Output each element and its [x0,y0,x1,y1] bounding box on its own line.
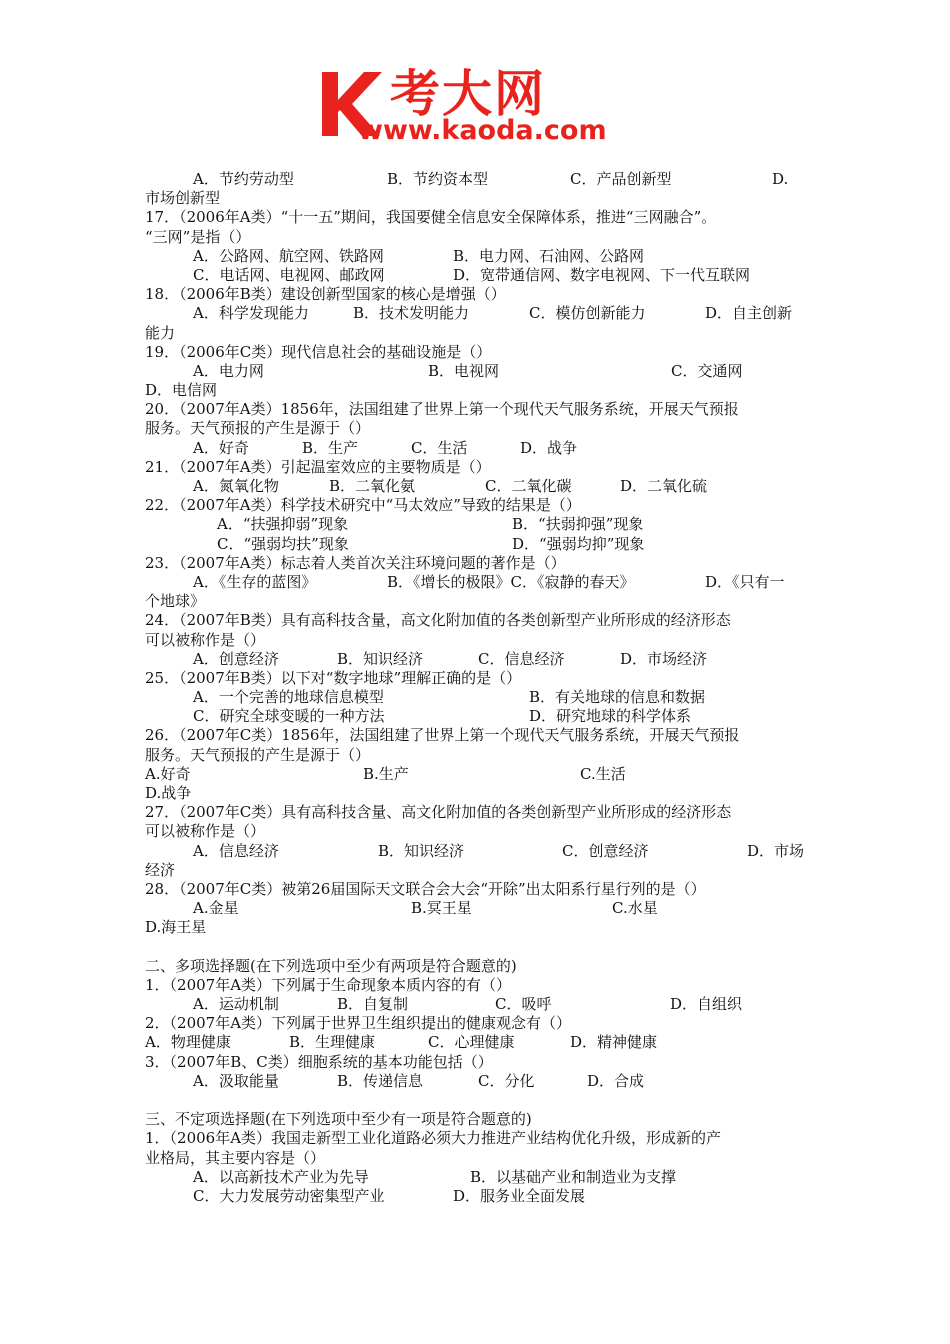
text-segment: 23．（2007年A类）标志着人类首次关注环境问题的著作是（） [145,553,566,572]
text-segment: D．市场 [747,841,805,860]
text-line [145,688,810,707]
text-segment: D．自组织 [670,995,743,1014]
text-segment: B．“扶弱抑强”现象 [512,515,644,534]
text-segment: D.战争 [145,784,192,802]
text-line [145,439,810,458]
text-segment: B．技术发明能力 [353,304,470,323]
text-segment: D．精神健康 [570,1033,658,1052]
text-segment: D. [772,170,789,188]
text-segment: B．生产 [302,438,359,457]
text-segment: C．吸呼 [495,995,552,1014]
text-line [145,419,810,438]
text-line [145,1110,810,1129]
text-segment: C.水星 [612,899,658,918]
text-segment: 个地球》 [145,592,206,611]
blank-line [145,938,810,957]
text-segment: A．汲取能量 [193,1071,279,1090]
text-line [145,1014,810,1033]
text-line [145,1149,810,1168]
text-segment: D．电信网 [145,381,218,400]
text-line [145,1129,810,1148]
text-segment: C．创意经济 [562,841,649,860]
text-line [145,669,810,688]
text-line [145,880,810,899]
text-line [145,381,810,400]
text-segment: 19．（2006年C类）现代信息社会的基础设施是（） [145,342,492,361]
text-segment: C．交通网 [671,361,743,380]
text-line [145,918,810,937]
text-segment: D．《只有一 [705,572,785,591]
brand-url: www.kaoda.com [358,115,607,146]
text-segment: B．电力网、石油网、公路网 [453,246,645,265]
text-segment: 经济 [145,860,176,879]
text-segment: 服务。天气预报的产生是源于（） [145,419,371,438]
text-line [145,995,810,1014]
text-segment: 28．（2007年C类）被第26届国际天文联合会大会“开除”出太阳系行星行列的是（） [145,879,706,898]
text-segment: 1．（2007年A类）下列属于生命现象本质内容的有（） [145,975,512,994]
text-segment: D．二氧化硫 [620,477,708,495]
text-line [145,324,810,343]
text-line [145,285,810,304]
text-segment: B．传递信息 [337,1071,424,1090]
text-line [145,304,810,323]
text-segment: 业格局，其主要内容是（） [145,1148,326,1167]
text-segment: C．信息经济 [478,649,565,668]
text-segment: B．生理健康 [289,1033,376,1052]
text-segment: 市场创新型 [145,189,221,208]
text-segment: A．一个完善的地球信息模型 [193,688,384,707]
text-segment: A．电力网 [193,361,264,380]
text-segment: 21．（2007年A类）引起温室效应的主要物质是（） [145,457,491,476]
text-line [145,266,810,285]
text-line [145,611,810,630]
text-segment: A．物理健康 [145,1033,231,1052]
text-segment: 22．（2007年A类）科学技术研究中“马太效应”导致的结果是（） [145,496,581,515]
blank-line [145,1091,810,1110]
text-segment: C．产品创新型 [570,170,672,188]
text-line [145,400,810,419]
text-segment: A．“扶强抑弱”现象 [217,515,349,534]
text-line [145,650,810,669]
text-segment: 27．（2007年C类）具有高科技含量、高文化附加值的各类创新型产业所形成的经济形态 [145,803,732,822]
text-line [145,957,810,976]
text-line [145,362,810,381]
text-segment: D．服务业全面发展 [453,1186,586,1205]
text-segment: B．有关地球的信息和数据 [529,688,706,707]
text-segment: C.生活 [580,764,626,783]
text-line [145,746,810,765]
text-line [145,170,810,189]
text-segment: B．自复制 [337,995,409,1014]
text-segment: B．二氧化氨 [329,477,416,495]
text-segment: A.金星 [193,899,239,918]
text-segment: “三网”是指（） [145,227,251,246]
text-line [145,1072,810,1091]
text-segment: C．“强弱均扶”现象 [217,534,349,553]
text-segment: B．以基础产业和制造业为支撑 [470,1167,677,1186]
text-segment: D.海王星 [145,918,207,937]
text-segment: A．节约劳动型 [193,170,294,188]
text-segment: D．“强弱均抑”现象 [512,534,645,553]
text-line [145,535,810,554]
text-line [145,861,810,880]
text-segment: A．氮氧化物 [193,477,279,495]
text-segment: 3．（2007年B、C类）细胞系统的基本功能包括（） [145,1052,493,1071]
text-line [145,1033,810,1052]
text-line [145,228,810,247]
text-line [145,208,810,227]
text-line [145,842,810,861]
text-segment: 24．（2007年B类）具有高科技含量，高文化附加值的各类创新型产业所形成的经济形态 [145,611,731,630]
text-segment: 17．（2006年A类）“十一五”期间，我国要健全信息安全保障体系，推进“三网融合”。 [145,208,717,227]
text-line [145,496,810,515]
text-line [145,726,810,745]
text-segment: C．分化 [478,1071,535,1090]
text-line [145,189,810,208]
text-segment: 25．（2007年B类）以下对“数字地球”理解正确的是（） [145,668,522,687]
exam-content [145,170,810,1206]
text-segment: 可以被称作是（） [145,822,266,841]
text-segment: A．公路网、航空网、铁路网 [193,246,384,265]
text-line [145,765,810,784]
text-line [145,515,810,534]
text-segment: A．好奇 [193,438,249,457]
text-line [145,458,810,477]
text-line [145,573,810,592]
text-segment: D．自主创新 [705,304,793,323]
text-segment: 26．（2007年C类）1856年，法国组建了世界上第一个现代天气服务系统，开展天气预报 [145,726,740,745]
text-segment: A．《生存的蓝图》 [193,572,317,591]
text-segment: B．电视网 [428,361,500,380]
text-line [145,247,810,266]
text-segment: A．以高新技术产业为先导 [193,1167,369,1186]
text-line [145,707,810,726]
text-line [145,1053,810,1072]
text-segment: 服务。天气预报的产生是源于（） [145,745,371,764]
text-segment: 18．（2006年B类）建设创新型国家的核心是增强（） [145,285,506,304]
text-segment: C．电话网、电视网、邮政网 [193,265,385,284]
text-segment: A.好奇 [145,764,191,783]
text-segment: 能力 [145,323,176,342]
text-segment: 二、多项选择题(在下列选项中至少有两项是符合题意的) [145,956,517,975]
text-segment: D．宽带通信网、数字电视网、下一代互联网 [453,265,751,284]
text-segment: C．模仿创新能力 [529,304,646,323]
text-segment: D．战争 [520,438,578,457]
text-line [145,343,810,362]
text-segment: B．知识经济 [337,649,424,668]
text-segment: B．节约资本型 [387,170,489,188]
text-line [145,784,810,803]
text-line [145,631,810,650]
kaoda-logo [318,66,638,146]
text-segment: B．知识经济 [378,841,465,860]
text-line [145,976,810,995]
text-segment: 可以被称作是（） [145,630,266,649]
text-line [145,592,810,611]
text-segment: A．运动机制 [193,995,279,1014]
text-segment: B．《增长的极限》C．《寂静的春天》 [387,572,635,591]
text-line [145,1187,810,1206]
text-segment: 20．（2007年A类）1856年，法国组建了世界上第一个现代天气服务系统，开展天气预报 [145,400,739,419]
text-line [145,803,810,822]
text-segment: A．科学发现能力 [193,304,309,323]
text-segment: A．创意经济 [193,649,279,668]
text-segment: 1．（2006年A类）我国走新型工业化道路必须大力推进产业结构优化升级，形成新的产 [145,1129,722,1148]
text-segment: B.生产 [363,764,409,783]
brand-name: 考大网 [390,65,546,123]
text-line [145,554,810,573]
text-line [145,477,810,496]
text-segment: D．研究地球的科学体系 [529,707,692,726]
text-segment: A．信息经济 [193,841,279,860]
text-segment: D．市场经济 [620,649,708,668]
text-segment: C．研究全球变暖的一种方法 [193,707,385,726]
text-segment: 三、不定项选择题(在下列选项中至少有一项是符合题意的) [145,1110,532,1129]
text-line [145,899,810,918]
text-segment: 2．（2007年A类）下列属于世界卫生组织提出的健康观念有（） [145,1014,572,1033]
text-segment: D．合成 [587,1071,645,1090]
text-segment: C．生活 [411,438,468,457]
text-segment: C．大力发展劳动密集型产业 [193,1186,385,1205]
text-line [145,1168,810,1187]
text-segment: B.冥王星 [411,899,472,918]
text-segment: C．心理健康 [428,1033,515,1052]
text-segment: C．二氧化碳 [485,477,572,495]
text-line [145,822,810,841]
